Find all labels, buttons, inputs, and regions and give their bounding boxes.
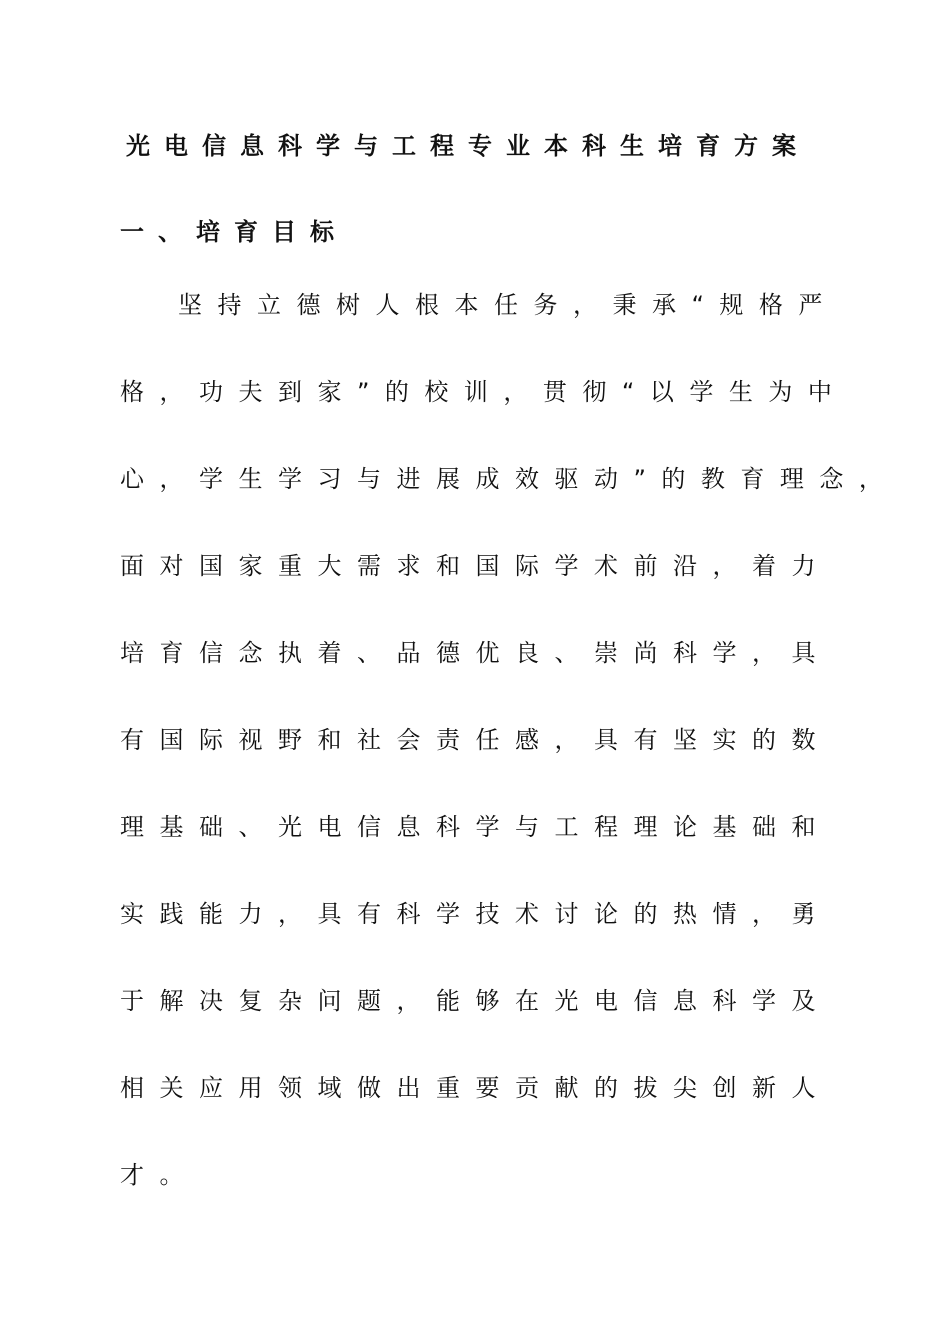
paragraph-line: 坚持立德树人根本任务，秉承“规格严: [178, 291, 838, 319]
paragraph-line: 格，功夫到家”的校训，贯彻“以学生为中: [120, 378, 848, 406]
paragraph-line: 理基础、光电信息科学与工程理论基础和: [120, 813, 831, 841]
paragraph-line: 才。: [120, 1161, 199, 1189]
section-heading: 一、培育目标: [120, 218, 348, 246]
paragraph-line: 心，学生学习与进展成效驱动”的教育理念，: [120, 465, 899, 493]
paragraph-line: 有国际视野和社会责任感，具有坚实的数: [120, 726, 831, 754]
paragraph-line: 相关应用领域做出重要贡献的拔尖创新人: [120, 1074, 831, 1102]
paragraph-line: 面对国家重大需求和国际学术前沿，着力: [120, 552, 831, 580]
document-title: 光电信息科学与工程专业本科生培育方案: [126, 132, 810, 160]
paragraph-line: 于解决复杂问题，能够在光电信息科学及: [120, 987, 831, 1015]
paragraph-line: 培育信念执着、品德优良、崇尚科学，具: [120, 639, 831, 667]
paragraph-line: 实践能力，具有科学技术讨论的热情，勇: [120, 900, 831, 928]
